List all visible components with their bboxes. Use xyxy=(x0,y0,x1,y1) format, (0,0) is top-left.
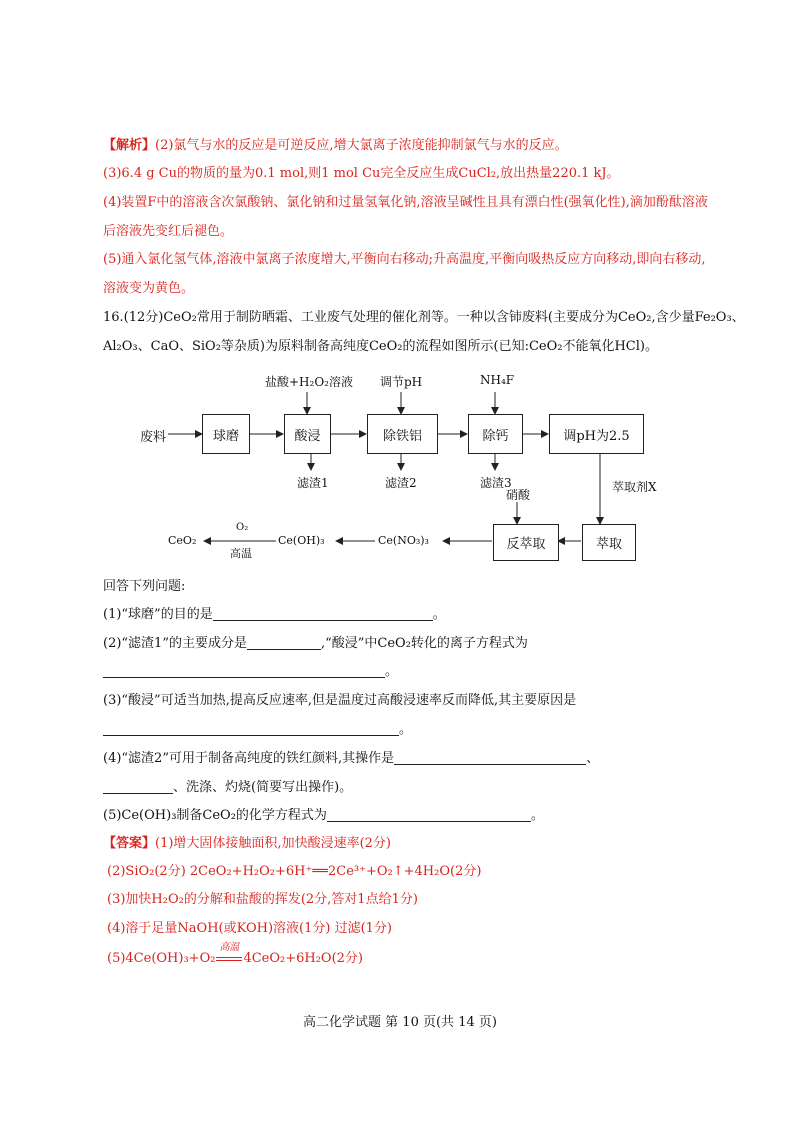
answer-5-post: 4CeO₂+6H₂O(2分) xyxy=(243,951,364,966)
reagent-nh4f: NH₄F xyxy=(480,373,515,387)
condition-oxygen: O₂ xyxy=(236,522,249,533)
answer-blank-5[interactable] xyxy=(327,807,531,822)
product-ceria: CeO₂ xyxy=(168,534,197,547)
analysis-line-6: 溶液变为黄色。 xyxy=(103,281,195,296)
question-4-text-a: (4)“滤渣2”可用于制备高纯度的铁红颜料,其操作是 xyxy=(103,751,395,766)
question-2-period: 。 xyxy=(385,664,399,679)
page-footer: 高二化学试题 第 10 页(共 14 页) xyxy=(303,1015,497,1030)
question-4-text-b: 、洗涤、灼烧(简要写出操作)。 xyxy=(173,780,353,795)
question-4 xyxy=(103,749,599,769)
step-extraction: 萃取 xyxy=(582,524,636,561)
answer-5-condition-text: 高温 xyxy=(219,942,240,953)
step-ball-mill: 球磨 xyxy=(202,414,250,454)
answer-text-1: (1)增大固体接触面积,加快酸浸速率(2分) xyxy=(155,836,391,851)
question-1-text: (1)“球磨”的目的是 xyxy=(103,607,213,622)
question-4-cont xyxy=(103,778,352,798)
answer-label: 【答案】 xyxy=(103,836,156,851)
answer-blank-1[interactable] xyxy=(213,606,433,621)
answer-line-3: (3)加快H₂O₂的分解和盐酸的挥发(2分,答对1点给1分) xyxy=(107,892,418,907)
question-2-text-a: (2)“滤渣1”的主要成分是 xyxy=(103,636,247,651)
answer-blank-4b[interactable] xyxy=(103,779,173,794)
answer-line-2: (2)SiO₂(2分) 2CeO₂+H₂O₂+6H⁺══2Ce³⁺+O₂↑+4H₂O(2分) xyxy=(107,864,482,879)
question-3-period: 。 xyxy=(399,722,413,737)
question-intro-2: Al₂O₃、CaO、SiO₂等杂质)为原料制备高纯度CeO₂的流程如图所示(已知:CeO₂不能氧化HCl)。 xyxy=(103,339,658,354)
reagent-nitric-acid: 硝酸 xyxy=(506,488,531,502)
question-1 xyxy=(103,605,446,625)
analysis-line-4: 后溶液先变红后褪色。 xyxy=(103,224,234,239)
feed-label: 废料 xyxy=(140,430,167,445)
step-adjust-ph: 调pH为2.5 xyxy=(549,414,644,454)
reagent-adjust-ph: 调节pH xyxy=(380,375,423,389)
answer-line-1 xyxy=(103,834,391,854)
reagent-extractant-x: 萃取剂X xyxy=(612,480,657,494)
question-intro-1: 16.(12分)CeO₂常用于制防晒霜、工业废气处理的催化剂等。一种以含铈废料(主要成分为CeO₂,含少量Fe₂O₃、 xyxy=(103,310,745,325)
question-1-period: 。 xyxy=(432,607,446,622)
question-2-text-b: ,“酸浸”中CeO₂转化的离子方程式为 xyxy=(320,636,528,651)
product-cerium-nitrate: Ce(NO₃)₃ xyxy=(378,534,429,547)
step-remove-ca: 除钙 xyxy=(468,414,523,454)
questions-prompt: 回答下列问题: xyxy=(103,579,186,594)
answer-blank-3[interactable] xyxy=(103,721,399,736)
question-4-comma: 、 xyxy=(586,751,600,766)
analysis-text-1: (2)氯气与水的反应是可逆反应,增大氯离子浓度能抑制氯气与水的反应。 xyxy=(155,138,568,153)
question-3-answer-line xyxy=(103,720,412,740)
question-2 xyxy=(103,634,528,654)
answer-blank-2b[interactable] xyxy=(103,663,385,678)
analysis-label: 【解析】 xyxy=(103,138,156,153)
analysis-line-2: (3)6.4 g Cu的物质的量为0.1 mol,则1 mol Cu完全反应生成CuCl₂,放出热量220.1 kJ。 xyxy=(103,166,620,181)
answer-line-4: (4)溶于足量NaOH(或KOH)溶液(1分) 过滤(1分) xyxy=(107,921,392,936)
condition-high-temp: 高温 xyxy=(230,547,252,560)
reagent-hcl-h2o2: 盐酸+H₂O₂溶液 xyxy=(265,375,353,389)
analysis-line-3: (4)装置F中的溶液含次氯酸钠、氯化钠和过量氢氧化钠,溶液呈碱性且具有漂白性(强氧化性),滴加酚酞溶液 xyxy=(103,195,708,210)
step-back-extraction: 反萃取 xyxy=(493,524,559,561)
product-cerium-hydroxide: Ce(OH)₃ xyxy=(278,534,325,547)
question-5-period: 。 xyxy=(530,808,544,823)
residue-2: 滤渣2 xyxy=(385,476,417,490)
residue-1: 滤渣1 xyxy=(297,476,329,490)
answer-5-pre: (5)4Ce(OH)₃+O₂ xyxy=(107,951,216,966)
answer-line-5 xyxy=(107,942,364,969)
question-3: (3)“酸浸”可适当加热,提高反应速率,但是温度过高酸浸速率反而降低,其主要原因是 xyxy=(103,693,577,708)
answer-blank-2a[interactable] xyxy=(247,635,321,650)
residue-3: 滤渣3 xyxy=(480,476,512,490)
analysis-line-5: (5)通入氯化氢气体,溶液中氯离子浓度增大,平衡向右移动;升高温度,平衡向吸热反应方向移动,即向右移动, xyxy=(103,252,706,267)
step-remove-fe-al: 除铁铝 xyxy=(367,414,438,454)
question-5-text: (5)Ce(OH)₃制备CeO₂的化学方程式为 xyxy=(103,808,327,823)
answer-5-condition xyxy=(215,942,243,969)
answer-blank-4a[interactable] xyxy=(394,750,586,765)
step-acid-leach: 酸浸 xyxy=(284,414,331,454)
question-5 xyxy=(103,806,544,826)
question-2-answer-line xyxy=(103,662,398,682)
